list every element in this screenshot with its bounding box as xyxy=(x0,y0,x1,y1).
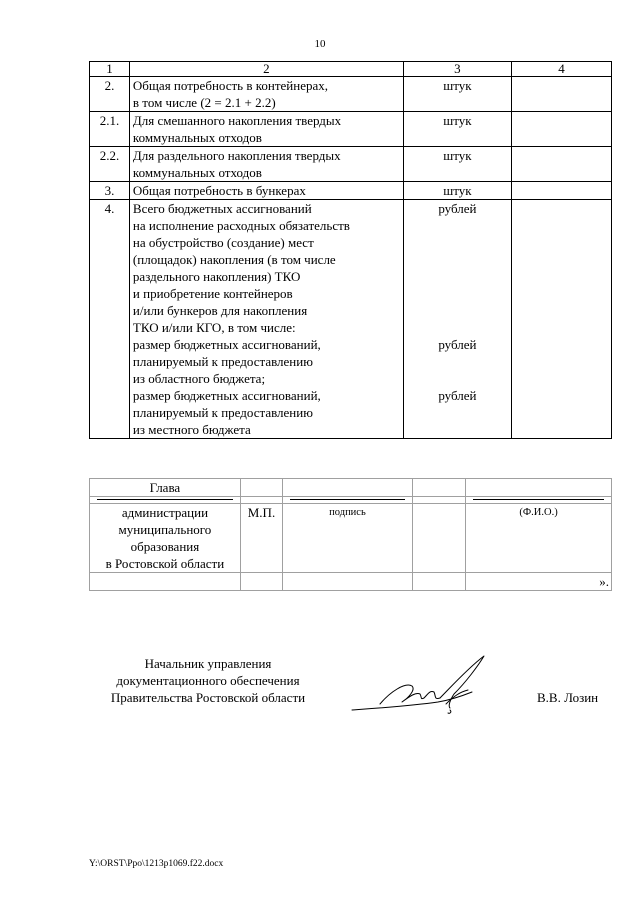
row-unit: штук xyxy=(403,112,511,147)
position-lines xyxy=(90,504,241,573)
header-col-1: 1 xyxy=(90,62,130,77)
row-number: 2. xyxy=(90,77,130,112)
row-name-line: ТКО и/или КГО, в том числе: xyxy=(132,320,296,335)
position-line: образования xyxy=(130,539,200,554)
row-name-line: из местного бюджета xyxy=(132,422,251,437)
row-name-line: Всего бюджетных ассигнований xyxy=(132,201,312,216)
row-number: 3. xyxy=(90,182,130,200)
closing-line: Правительства Ростовской области xyxy=(110,690,306,705)
name-label: (Ф.И.О.) xyxy=(466,504,612,573)
row-name xyxy=(129,112,403,147)
table-row xyxy=(90,112,612,147)
row-name-line: и/или бункеров для накопления xyxy=(132,303,308,318)
row-name-line: и приобретение контейнеров xyxy=(132,286,293,301)
row-name-line: планируемый к предоставлению xyxy=(132,405,313,420)
row-name-line: из областного бюджета; xyxy=(132,371,266,386)
row-name-line: Для раздельного накопления твердых xyxy=(132,148,341,163)
row-unit-local: рублей xyxy=(438,388,477,403)
row-unit xyxy=(403,200,511,439)
signature-row-3 xyxy=(90,504,612,573)
table-header-row xyxy=(90,62,612,77)
row-unit: штук xyxy=(403,77,511,112)
row-value xyxy=(511,77,611,112)
signature-table xyxy=(89,478,612,591)
row-value xyxy=(511,147,611,182)
end-mark: ». xyxy=(466,573,612,591)
row-name-line: раздельного накопления) ТКО xyxy=(132,269,301,284)
row-unit: штук xyxy=(403,147,511,182)
row-name-line: в том числе (2 = 2.1 + 2.2) xyxy=(132,95,276,110)
row-number: 2.1. xyxy=(90,112,130,147)
header-col-4: 4 xyxy=(511,62,611,77)
row-name-line: (площадок) накопления (в том числе xyxy=(132,252,336,267)
row-name-line: коммунальных отходов xyxy=(132,165,262,180)
position-line: администрации xyxy=(121,505,209,520)
row-name xyxy=(129,147,403,182)
position-line: муниципального xyxy=(118,522,212,537)
row-value xyxy=(511,182,611,200)
row-name-line: планируемый к предоставлению xyxy=(132,354,313,369)
closing-line: документационного обеспечения xyxy=(116,673,300,688)
signature-underline xyxy=(290,497,405,500)
resources-table xyxy=(89,61,612,439)
table-row xyxy=(90,200,612,439)
row-number: 4. xyxy=(90,200,130,439)
row-name xyxy=(129,182,403,200)
signature-row-1 xyxy=(90,479,612,497)
signer-name: В.В. Лозин xyxy=(537,690,599,705)
row-name-line: коммунальных отходов xyxy=(132,130,262,145)
row-value xyxy=(511,200,611,439)
row-name-line: на исполнение расходных обязательств xyxy=(132,218,350,233)
row-name-line: Общая потребность в бункерах xyxy=(132,183,306,198)
handwritten-signature xyxy=(350,652,510,722)
closing-line: Начальник управления xyxy=(144,656,272,671)
row-unit: штук xyxy=(403,182,511,200)
closing-block xyxy=(88,655,328,706)
header-col-3: 3 xyxy=(403,62,511,77)
signature-row-2 xyxy=(90,497,612,504)
row-name-line: Общая потребность в контейнерах, xyxy=(132,78,329,93)
table-row xyxy=(90,147,612,182)
signature-label: подпись xyxy=(283,504,413,573)
row-name-line: размер бюджетных ассигнований, xyxy=(132,337,321,352)
page-number: 10 xyxy=(314,38,326,50)
row-value xyxy=(511,112,611,147)
file-path: Y:\ORST\Ppo\1213p1069.f22.docx xyxy=(89,859,224,869)
table-row xyxy=(90,182,612,200)
header-col-2: 2 xyxy=(129,62,403,77)
head-title: Глава xyxy=(90,479,241,497)
name-underline xyxy=(473,497,604,500)
position-underline xyxy=(97,497,233,500)
table-row xyxy=(90,77,612,112)
row-name-line: на обустройство (создание) мест xyxy=(132,235,314,250)
signature-row-4 xyxy=(90,573,612,591)
row-name-line: размер бюджетных ассигнований, xyxy=(132,388,321,403)
row-unit-regional: рублей xyxy=(438,337,477,352)
row-number: 2.2. xyxy=(90,147,130,182)
row-name xyxy=(129,200,403,439)
stamp-label: М.П. xyxy=(240,504,282,573)
position-line: в Ростовской области xyxy=(105,556,225,571)
row-name-line: Для смешанного накопления твердых xyxy=(132,113,342,128)
row-unit-total: рублей xyxy=(438,201,477,216)
row-name xyxy=(129,77,403,112)
